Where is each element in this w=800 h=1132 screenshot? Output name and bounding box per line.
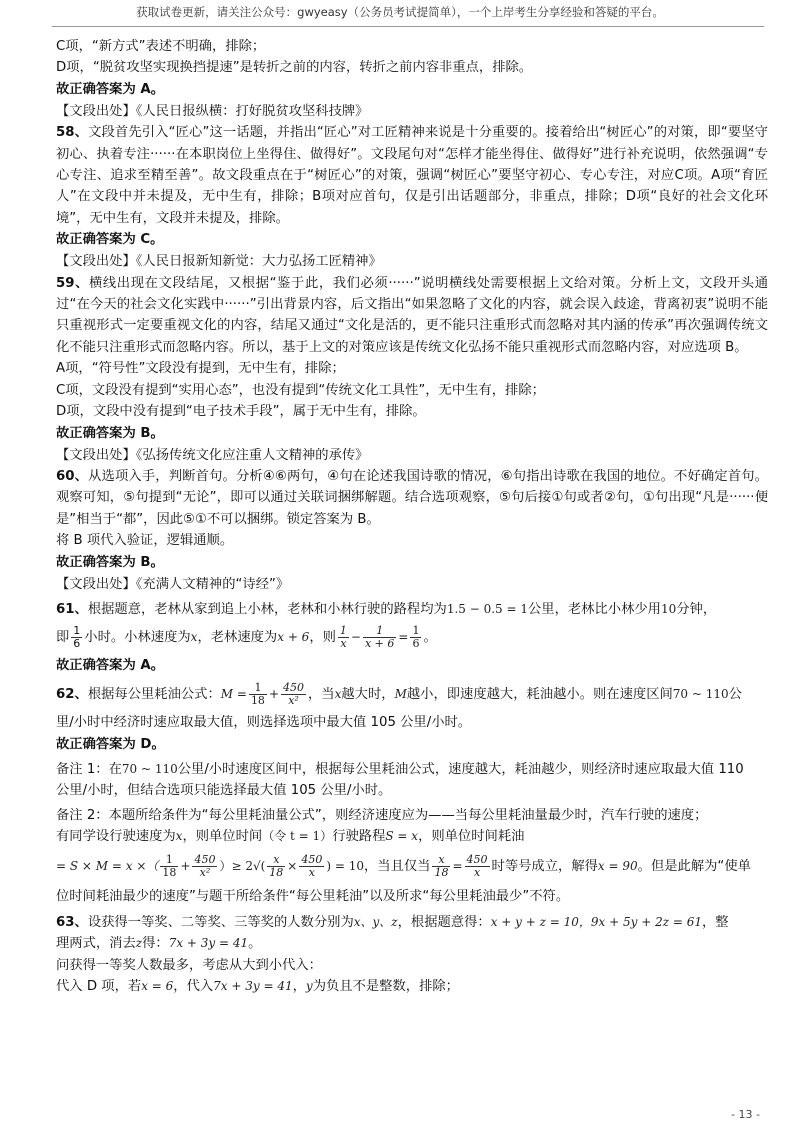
text: ， (292, 979, 306, 994)
text: 。但是此解为“使单 (637, 859, 751, 875)
math-operator: + (180, 859, 191, 874)
answer-59: 故正确答案为 B。 (56, 425, 164, 441)
text: ，则单位时间 (182, 828, 263, 844)
math-expression: M (394, 687, 407, 702)
text: 公里，老林比小林少用 (528, 601, 661, 617)
math-expression: ）≥ 2√( (219, 859, 266, 874)
fraction (432, 854, 450, 878)
fraction (465, 854, 490, 878)
fraction-numerator: 450 (301, 853, 323, 867)
text: ，当 (308, 687, 335, 703)
text: 理两式，消去 (56, 936, 136, 952)
answer-60: 故正确答案为 B。 (56, 554, 164, 570)
fraction-numerator: 1 (249, 682, 267, 695)
math-expression: 7x + 3y = 41 (168, 936, 249, 951)
option-c-line: C项，文段没有提到“实用心态”，也没有提到“传统文化工具性”，无中生有，排除； (56, 382, 545, 398)
text: 小时。小林速度为 (84, 630, 191, 646)
question-63-line-2 (56, 933, 768, 954)
question-63-line-1 (56, 912, 768, 933)
text: 备注 1：在 (56, 761, 122, 777)
fraction-denominator: 6 (73, 636, 81, 650)
header-divider (52, 26, 764, 27)
fraction-denominator: x² (288, 693, 299, 707)
math-expression: x (334, 687, 342, 702)
explanation-text: 横线出现在文段结尾，又根据“鉴于此，我们必须······”说明横线处需要根据上文给对策。分析上文，文段开头通过“在今天的社会文化实践中······”引出背景内容，后文指出“如果忽略了文化的内容，就会误入歧途，背离初衷”说明不能只重视形式一定要重视文化的内容，结尾又通过“文化是活的，更不能只注重形式而忽略对其内涵的传承”再次强调传统文化不能只注重形式而忽略内容。所以，基于上文的对策应该是传统文化弘扬不能只重视形式而忽略内容，对应选项 B。 (56, 275, 768, 355)
page-header: 获取试卷更新，请关注公众号：gwyeasy（公务员考试提简单），一个上岸考生分享经验和答疑的平台。 (136, 5, 664, 19)
option-a-line: A项，“符号性”文段没有提到，无中生有，排除； (56, 361, 345, 377)
note-1-line-1 (56, 759, 768, 780)
fraction-numerator: x (267, 854, 285, 867)
fraction-numerator: 450 (283, 681, 304, 695)
math-expression: = S × M = x ×（ (56, 859, 159, 874)
text: ，根据题意得： (397, 914, 491, 930)
fraction-denominator: x² (199, 865, 211, 879)
text: 代入 D 项，若 (56, 979, 142, 994)
verification-line: 将 B 项代入验证，逻辑通顺。 (56, 533, 234, 549)
fraction-denominator: 6 (412, 636, 420, 650)
explanation-text: 文段首先引入“匠心”这一话题，并指出“匠心”对工匠精神来说是十分重要的。接着给出“树匠心”的对策，即“要坚守初心、执着专注······在本职岗位上坐得住、做得好”。文段尾句对“怎样才能坐得住、做得好”进行补充说明，依然强调“专心专注、追求至精至善”。故文段重点在于“树匠心”的对策，强调“树匠心”要坚守初心、专心专注，对应C项。A项“育匠人”在文段中并未提及，无中生有，排除；B项对应首句，仅是引出话题部分，非重点，排除；D项“良好的社会文化环境”，无中生有，文段并未提及，排除。 (56, 125, 768, 226)
question-number: 62、 (56, 687, 88, 703)
text: 公里/小时速度区间中，根据每公里耗油公式，速度越大，耗油越少，则经济时速应取最大值 110 (177, 761, 744, 777)
math-expression: M = (220, 687, 247, 702)
text: 得： (142, 936, 169, 952)
question-number: 63、 (56, 914, 88, 930)
source-58: 【文段出处】《人民日报新知新觉：大力弘扬工匠精神》 (56, 254, 382, 270)
question-number: 59、 (56, 275, 90, 291)
fraction-numerator: 1 (160, 854, 178, 867)
math-operator: = (398, 630, 409, 645)
question-number: 61、 (56, 601, 88, 617)
fraction-numerator: 1 (363, 625, 396, 638)
source-60: 【文段出处】《充满人文精神的“诗经”》 (56, 576, 290, 592)
math-expression: S = x (385, 828, 419, 843)
note-2-line-4: 位时间耗油最少的速度”与题干所给条件“每公里耗油”以及所求“每公里耗油最少”不符。 (56, 889, 570, 905)
fraction-denominator: 18 (250, 693, 265, 707)
text: 有同学设行驶速度为 (56, 828, 176, 844)
page-number: - 13 - (731, 1108, 760, 1121)
math-expression: x + y + z = 10，9x + 5y + 2z = 61 (490, 914, 702, 929)
question-61-line-1 (56, 599, 768, 620)
text: 。 (423, 630, 437, 646)
math-expression: 10 (660, 601, 677, 616)
answer-62: 故正确答案为 D。 (56, 736, 165, 752)
note-2-line-2 (56, 826, 768, 847)
option-c-line: C项，“新方式”表述不明确，排除； (56, 39, 266, 54)
text: ，整 (702, 914, 729, 930)
text: 时等号成立，解得 (491, 859, 598, 875)
fraction-denominator: 18 (162, 865, 177, 879)
fraction (267, 854, 285, 878)
answer-58: 故正确答案为 C。 (56, 232, 164, 248)
math-expression: z (135, 936, 143, 951)
fraction-numerator: 450 (466, 853, 488, 867)
text: 根据题意，老林从家到追上小林，老林和小林行驶的路程均为 (87, 601, 447, 617)
note-1-line-2: 公里/小时，但结合选项只能选择最大值 105 公里/小时。 (56, 783, 392, 799)
fraction-denominator: x (340, 636, 347, 650)
text: 。 (248, 936, 262, 952)
math-expression: y (305, 979, 313, 993)
text: 为负且不是整数，排除； (312, 979, 459, 994)
fraction-numerator: 1 (412, 624, 420, 638)
fraction (249, 682, 267, 706)
answer-61: 故正确答案为 A。 (56, 658, 164, 674)
question-number: 58、 (56, 125, 89, 141)
math-expression: x (190, 630, 198, 645)
question-62-line-1 (56, 677, 768, 712)
text: 分钟， (676, 601, 717, 617)
text: 行驶路程 (332, 828, 386, 844)
fraction (299, 854, 324, 878)
text: 公 (728, 687, 742, 703)
question-63-line-4 (56, 976, 768, 997)
text: ，代入 (173, 979, 214, 994)
fraction-denominator: 18 (269, 865, 284, 879)
fraction-denominator: x + 6 (364, 636, 395, 650)
text: 越大时， (341, 687, 395, 703)
question-63-line-3: 问获得一等奖人数最多，考虑从大到小代入： (56, 957, 322, 973)
source-57: 【文段出处】《人民日报纵横：打好脱贫攻坚科技牌》 (56, 103, 369, 119)
math-operator: − (350, 630, 361, 645)
text: ，则 (309, 630, 336, 646)
page-body (56, 36, 768, 997)
answer-57: 故正确答案为 A。 (56, 81, 164, 97)
math-expression: ) = 10 (326, 859, 364, 874)
text: ，老林速度为 (197, 630, 278, 646)
fraction (410, 625, 421, 649)
text: 即 (56, 630, 70, 646)
option-d-line: D项，文段中没有提到“电子技术手段”，属于无中生有，排除。 (56, 404, 426, 420)
text: 根据每公里耗油公式： (87, 687, 221, 703)
math-expression: 1.5 − 0.5 = 1 (446, 601, 528, 616)
fraction (338, 625, 349, 649)
fraction-denominator: 18 (434, 865, 449, 879)
text: 越小，即速度越大，耗油越小。则在速度区间 (406, 687, 673, 703)
explanation-text: 从选项入手，判断首句。分析④⑥两句，④句在论述我国诗歌的情况，⑥句指出诗歌在我国的地位。不好确定首句。观察可知，⑤句提到“无论”，即可以通过关联词捆绑解题。结合选项观察，⑤句后接①句或者②句，①句出现“凡是······便是”相当于“都”，因此⑤①不可以捆绑。锁定答案为 B。 (56, 468, 768, 527)
fraction-numerator: 1 (339, 624, 347, 638)
question-58-explanation (56, 122, 768, 229)
math-expression: x、y、z (353, 914, 398, 929)
math-operator: = (452, 859, 463, 874)
math-expression: 7x + 3y = 41 (213, 979, 293, 993)
question-number: 60、 (56, 468, 89, 484)
question-60-explanation (56, 466, 768, 530)
math-operator: + (268, 687, 279, 702)
math-operator: × (287, 859, 298, 874)
fraction-numerator: 450 (194, 853, 216, 867)
fraction (160, 854, 178, 878)
math-expression: x = 90 (597, 859, 638, 874)
fraction-numerator: 1 (73, 624, 81, 638)
math-expression: x + 6 (277, 630, 310, 645)
fraction-denominator: x (473, 865, 481, 879)
note-2-line-1: 备注 2：本题所给条件为“每公里耗油量公式”，则经济速度应为——当每公里耗油量最少时，汽车行驶的速度； (56, 807, 708, 823)
math-expression: x = 6 (141, 979, 174, 993)
question-59-explanation (56, 273, 768, 359)
fraction (363, 625, 396, 649)
math-expression: x (175, 828, 183, 843)
text: ，当且仅当 (364, 859, 431, 875)
note-2-line-3 (56, 847, 768, 886)
option-d-line: D项，“脱贫攻坚实现换挡提速”是转折之前的内容，转折之前内容非重点，排除。 (56, 60, 533, 76)
math-expression: （令 t = 1） (262, 828, 333, 843)
fraction-numerator: x (432, 854, 450, 867)
text: 设获得一等奖、二等奖、三等奖的人数分别为 (87, 914, 354, 930)
source-59: 【文段出处】《弘扬传统文化应注重人文精神的承传》 (56, 447, 369, 463)
math-expression: 70 ~ 110 (121, 761, 178, 776)
math-expression: 70 ~ 110 (672, 687, 729, 702)
text: ，则单位时间耗油 (418, 828, 525, 844)
fraction (71, 625, 82, 649)
question-61-line-2 (56, 620, 768, 655)
fraction (192, 854, 217, 878)
fraction-denominator: x (308, 865, 315, 879)
fraction (281, 682, 306, 706)
question-62-line-2: 里/小时中经济时速应取最大值，则选择选项中最大值 105 公里/小时。 (56, 715, 472, 731)
